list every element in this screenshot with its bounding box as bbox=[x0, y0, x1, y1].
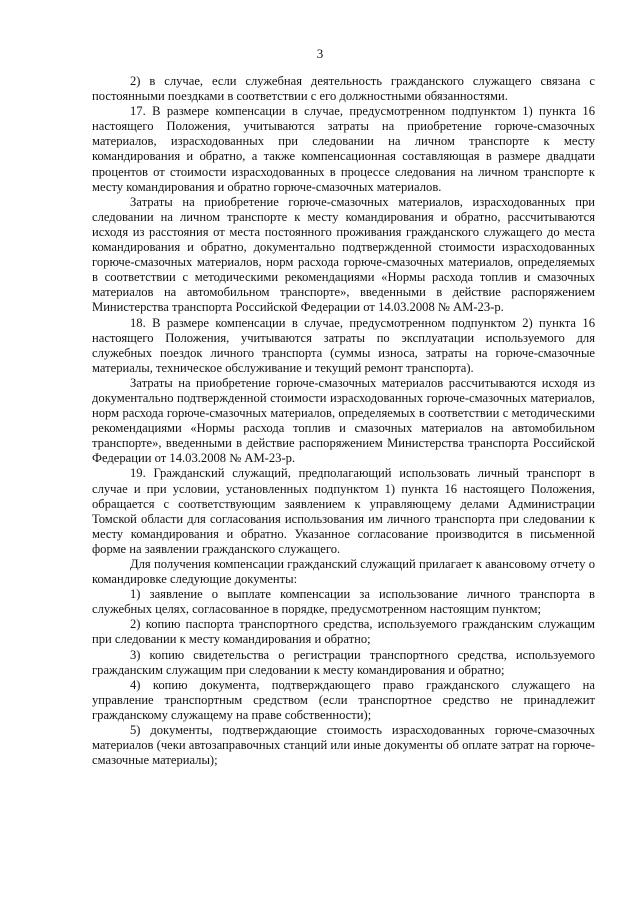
document-body bbox=[92, 74, 595, 768]
list-item-document-5: 5) документы, подтверждающие стоимость израсходованных горюче-смазочных материалов (чеки автозаправочных станций или иные документы об оплате затрат на горюче-смазочные материалы); bbox=[92, 723, 595, 768]
paragraph-fuel-costs-calculation: Затраты на приобретение горюче-смазочных материалов, израсходованных при следовании на личном транспорте к месту командирования и обратно, рассчитываются исходя из расстояния от места постоянного проживания гражданского служащего до места командирования и обратно, документально подтвержденной стоимости израсходованных горюче-смазочных материалов, норм расхода горюче-смазочных материалов, определяемых в соответствии с методическими рекомендациями «Нормы расхода топлив и смазочных материалов на автомобильном транспорте», введенными в действие распоряжением Министерства транспорта Российской Федерации от 14.03.2008 № АМ-23-р. bbox=[92, 194, 595, 315]
paragraph-clause-18: 18. В размере компенсации в случае, предусмотренном подпунктом 2) пункта 16 настоящего Положения, учитываются затраты по эксплуатации используемого для служебных поездок личного транспорта (суммы износа, затраты на горюче-смазочные материалы, техническое обслуживание и текущий ремонт транспорта). bbox=[92, 315, 595, 375]
paragraph-fuel-costs-norms: Затраты на приобретение горюче-смазочных материалов рассчитываются исходя из документально подтвержденной стоимости израсходованных горюче-смазочных материалов, норм расхода горюче-смазочных материалов, определяемых в соответствии с методическими рекомендациями «Нормы расхода топлив и смазочных материалов на автомобильном транспорте», введенными в действие распоряжением Министерства транспорта Российской Федерации от 14.03.2008 № АМ-23-р. bbox=[92, 375, 595, 466]
paragraph-documents-intro: Для получения компенсации гражданский служащий прилагает к авансовому отчету о командировке следующие документы: bbox=[92, 557, 595, 587]
list-item-document-1: 1) заявление о выплате компенсации за использование личного транспорта в служебных целях, согласованное в порядке, предусмотренном настоящим пунктом; bbox=[92, 587, 595, 617]
list-item-document-4: 4) копию документа, подтверждающего право гражданского служащего на управление транспортным средством (если транспортное средство не принадлежит гражданскому служащему на праве собственности); bbox=[92, 677, 595, 722]
list-item-document-2: 2) копию паспорта транспортного средства, используемого гражданским служащим при следовании к месту командирования и обратно; bbox=[92, 617, 595, 647]
paragraph-clause-17: 17. В размере компенсации в случае, предусмотренном подпунктом 1) пункта 16 настоящего Положения, учитываются затраты на приобретение горюче-смазочных материалов, израсходованных при следовании на личном транспорте к месту командирования и обратно, а также компенсационная составляющая в размере двадцати процентов от стоимости израсходованных в процессе следования на личном транспорте к месту командирования и обратно горюче-смазочных материалов. bbox=[92, 104, 595, 194]
paragraph-item-2: 2) в случае, если служебная деятельность гражданского служащего связана с постоянными поездками в соответствии с его должностными обязанностями. bbox=[92, 74, 595, 104]
list-item-document-3: 3) копию свидетельства о регистрации транспортного средства, используемого гражданским служащим при следовании к месту командирования и обратно; bbox=[92, 647, 595, 677]
paragraph-clause-19: 19. Гражданский служащий, предполагающий использовать личный транспорт в случае и при условии, установленных подпунктом 1) пункта 16 настоящего Положения, обращается с соответствующим заявлением к управляющему делами Администрации Томской области для согласования использования им личного транспорта при следовании к месту командирования и обратно. Указанное согласование производится в письменной форме на заявлении гражданского служащего. bbox=[92, 466, 595, 556]
page-number: 3 bbox=[316, 46, 324, 61]
